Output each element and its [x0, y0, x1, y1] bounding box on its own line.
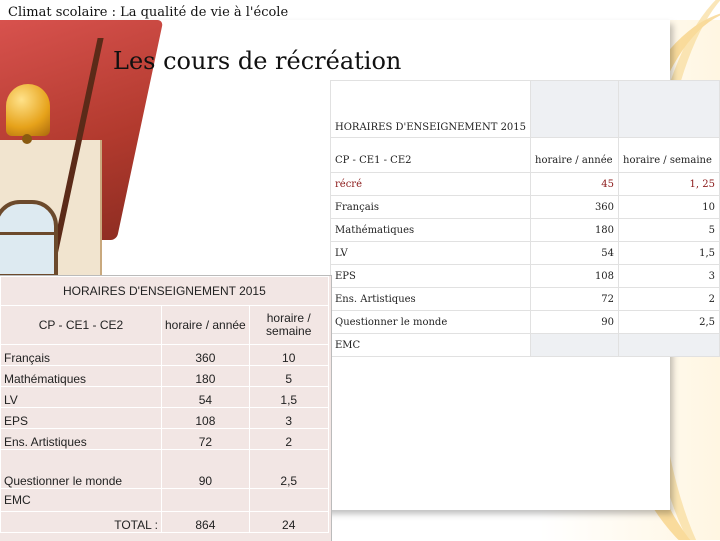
- row-week: 10: [619, 196, 720, 219]
- inset-row-year: 360: [162, 345, 250, 366]
- row-year: 72: [531, 288, 619, 311]
- table-header-row: [331, 138, 720, 173]
- row-week: 3: [619, 265, 720, 288]
- row-label: Questionner le monde: [331, 311, 531, 334]
- header-title: Climat scolaire : La qualité de vie à l'école: [8, 5, 289, 20]
- row-week: [619, 334, 720, 357]
- row-label: Ens. Artistiques: [331, 288, 531, 311]
- inset-row-year: 180: [162, 366, 250, 387]
- table-row: [331, 242, 720, 265]
- table-row: [331, 219, 720, 242]
- inset-row-year: 54: [162, 387, 250, 408]
- inset-table-row: [1, 408, 329, 429]
- inset-row-year: 108: [162, 408, 250, 429]
- column-header-week: horaire / semaine: [619, 138, 720, 173]
- row-label: récré: [331, 173, 531, 196]
- inset-row-label: Ens. Artistiques: [1, 429, 162, 450]
- inset-title-row: [1, 277, 329, 306]
- row-label: EPS: [331, 265, 531, 288]
- inset-table-row: [1, 366, 329, 387]
- window-bar: [0, 232, 54, 235]
- inset-row-year: 72: [162, 429, 250, 450]
- table-title: HORAIRES D'ENSEIGNEMENT 2015: [331, 81, 531, 138]
- inset-row-week: 2,5: [249, 450, 328, 489]
- table-row: [331, 265, 720, 288]
- table-row: [331, 334, 720, 357]
- row-label: EMC: [331, 334, 531, 357]
- inset-row-year: 90: [162, 450, 250, 489]
- table-row: [331, 173, 720, 196]
- inset-total-row: [1, 512, 329, 533]
- row-year: [531, 334, 619, 357]
- inset-table-row: [1, 345, 329, 366]
- row-week: 1, 25: [619, 173, 720, 196]
- row-year: 108: [531, 265, 619, 288]
- inset-column-header-level: CP - CE1 - CE2: [1, 306, 162, 345]
- inset-total-label: TOTAL :: [1, 512, 162, 533]
- inset-row-week: 3: [249, 408, 328, 429]
- row-week: 2: [619, 288, 720, 311]
- bell-clapper-icon: [22, 134, 32, 144]
- row-year: 45: [531, 173, 619, 196]
- table-row: [331, 311, 720, 334]
- row-year: 360: [531, 196, 619, 219]
- table-row: [331, 288, 720, 311]
- row-label: Français: [331, 196, 531, 219]
- inset-row-label: Questionner le monde: [1, 450, 162, 489]
- page-title: Les cours de récréation: [113, 47, 402, 75]
- inset-row-label: LV: [1, 387, 162, 408]
- inset-table-title: HORAIRES D'ENSEIGNEMENT 2015: [1, 277, 329, 306]
- row-year: 90: [531, 311, 619, 334]
- row-label: LV: [331, 242, 531, 265]
- row-week: 5: [619, 219, 720, 242]
- inset-row-label: Français: [1, 345, 162, 366]
- inset-header-week-line2: semaine: [266, 324, 312, 338]
- inset-row-week: 1,5: [249, 387, 328, 408]
- row-week: 1,5: [619, 242, 720, 265]
- inset-table-row: [1, 429, 329, 450]
- inset-table-image: [0, 275, 332, 541]
- table-row: [331, 196, 720, 219]
- inset-table-row: [1, 489, 329, 512]
- inset-row-label: EMC: [1, 489, 162, 512]
- inset-row-label: Mathématiques: [1, 366, 162, 387]
- inset-row-week: 10: [249, 345, 328, 366]
- inset-schedule-table: [0, 276, 329, 533]
- inset-header-row: [1, 306, 329, 345]
- inset-row-week: [249, 489, 328, 512]
- inset-total-year: 864: [162, 512, 250, 533]
- column-header-level: CP - CE1 - CE2: [331, 138, 531, 173]
- bell-icon: [6, 84, 50, 136]
- row-year: 54: [531, 242, 619, 265]
- table-title-row: [331, 81, 720, 138]
- inset-table-row: [1, 450, 329, 489]
- row-year: 180: [531, 219, 619, 242]
- inset-row-year: [162, 489, 250, 512]
- column-header-year: horaire / année: [531, 138, 619, 173]
- inset-row-week: 5: [249, 366, 328, 387]
- row-week: 2,5: [619, 311, 720, 334]
- window-illustration: [0, 200, 58, 278]
- row-label: Mathématiques: [331, 219, 531, 242]
- inset-row-week: 2: [249, 429, 328, 450]
- table-cell: [531, 81, 619, 138]
- inset-header-week-line1: horaire /: [266, 311, 311, 325]
- inset-table-row: [1, 387, 329, 408]
- inset-total-week: 24: [249, 512, 328, 533]
- inset-row-label: EPS: [1, 408, 162, 429]
- inset-column-header-week: [249, 306, 328, 345]
- table-cell: [619, 81, 720, 138]
- inset-column-header-year: horaire / année: [162, 306, 250, 345]
- schedule-table: [330, 80, 720, 357]
